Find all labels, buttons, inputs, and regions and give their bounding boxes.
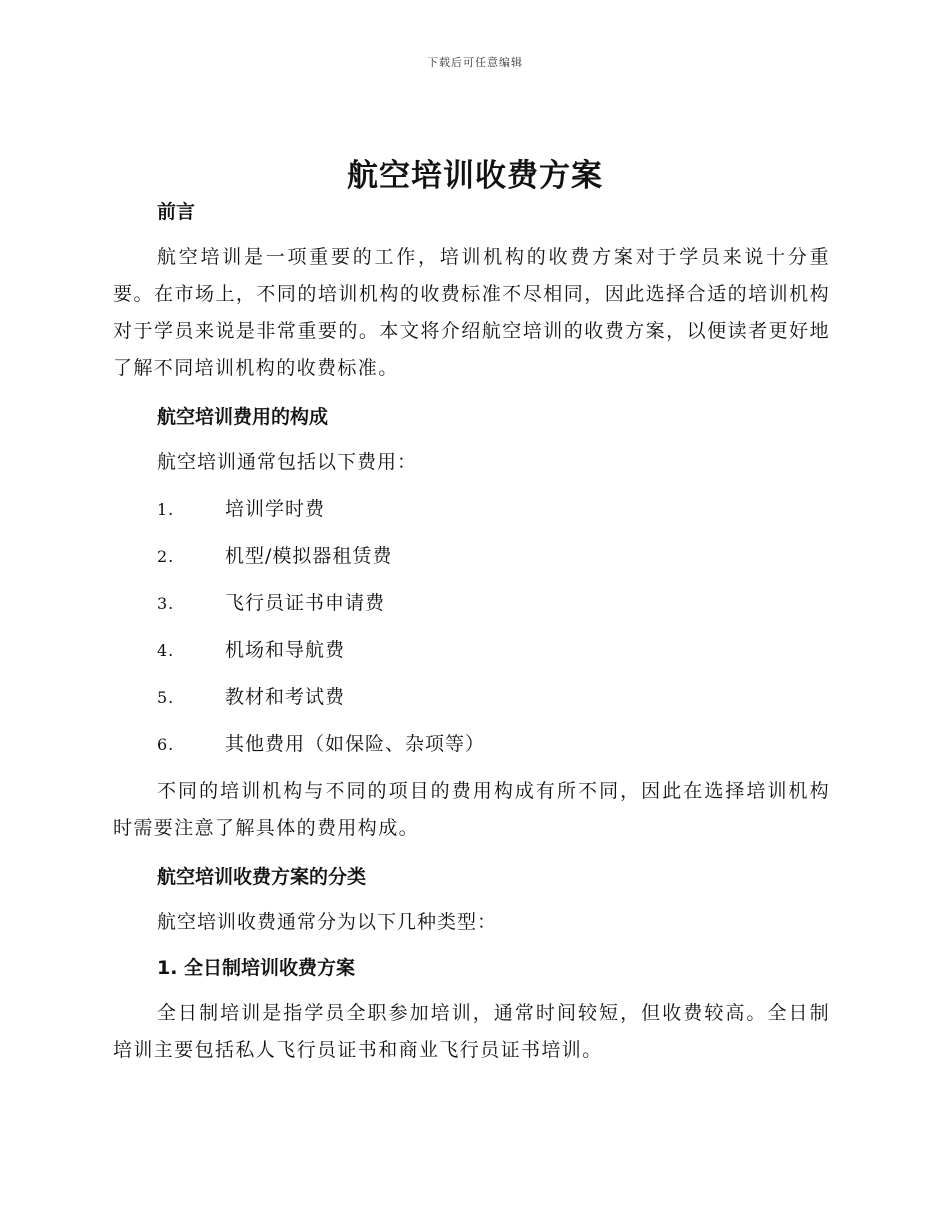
list-item — [113, 632, 830, 679]
list-item — [113, 538, 830, 585]
list-item — [113, 679, 830, 726]
fulltime-heading: 1. 全日制培训收费方案 — [157, 957, 356, 979]
list-item-text: 飞行员证书申请费 — [225, 592, 386, 614]
classification-heading: 航空培训收费方案的分类 — [157, 866, 367, 888]
list-item — [113, 585, 830, 632]
list-item-number: 3. — [157, 594, 175, 613]
list-item — [113, 491, 830, 538]
header-note: 下载后可任意编辑 — [427, 56, 523, 69]
fulltime-paragraph: 全日制培训是指学员全职参加培训，通常时间较短，但收费较高。全日制培训主要包括私人飞行员证书和商业飞行员证书培训。 — [113, 1002, 830, 1061]
composition-intro: 航空培训通常包括以下费用： — [157, 451, 418, 473]
list-item-number: 6. — [157, 735, 175, 754]
preface-heading: 前言 — [157, 201, 196, 223]
list-item-text: 机场和导航费 — [225, 639, 346, 661]
composition-conclusion: 不同的培训机构与不同的项目的费用构成有所不同，因此在选择培训机构时需要注意了解具体的费用构成。 — [113, 780, 830, 839]
list-item-text: 机型/模拟器租赁费 — [225, 545, 393, 567]
list-item-number: 4. — [157, 641, 175, 660]
list-item-number: 2. — [157, 547, 175, 566]
list-item-text: 其他费用（如保险、杂项等） — [225, 733, 486, 755]
list-item-text: 培训学时费 — [225, 498, 326, 520]
list-item-text: 教材和考试费 — [225, 686, 346, 708]
preface-paragraph: 航空培训是一项重要的工作，培训机构的收费方案对于学员来说十分重要。在市场上，不同的培训机构的收费标准不尽相同，因此选择合适的培训机构对于学员来说是非常重要的。本文将介绍航空培训的收费方案，以便读者更好地了解不同培训机构的收费标准。 — [113, 246, 830, 379]
document-title: 航空培训收费方案 — [347, 158, 603, 194]
document-body — [113, 194, 830, 1069]
list-item-number: 5. — [157, 688, 175, 707]
list-item — [113, 726, 830, 773]
fee-list — [113, 491, 830, 773]
list-item-number: 1. — [157, 500, 175, 519]
composition-heading: 航空培训费用的构成 — [157, 406, 329, 428]
classification-intro: 航空培训收费通常分为以下几种类型： — [157, 911, 498, 933]
